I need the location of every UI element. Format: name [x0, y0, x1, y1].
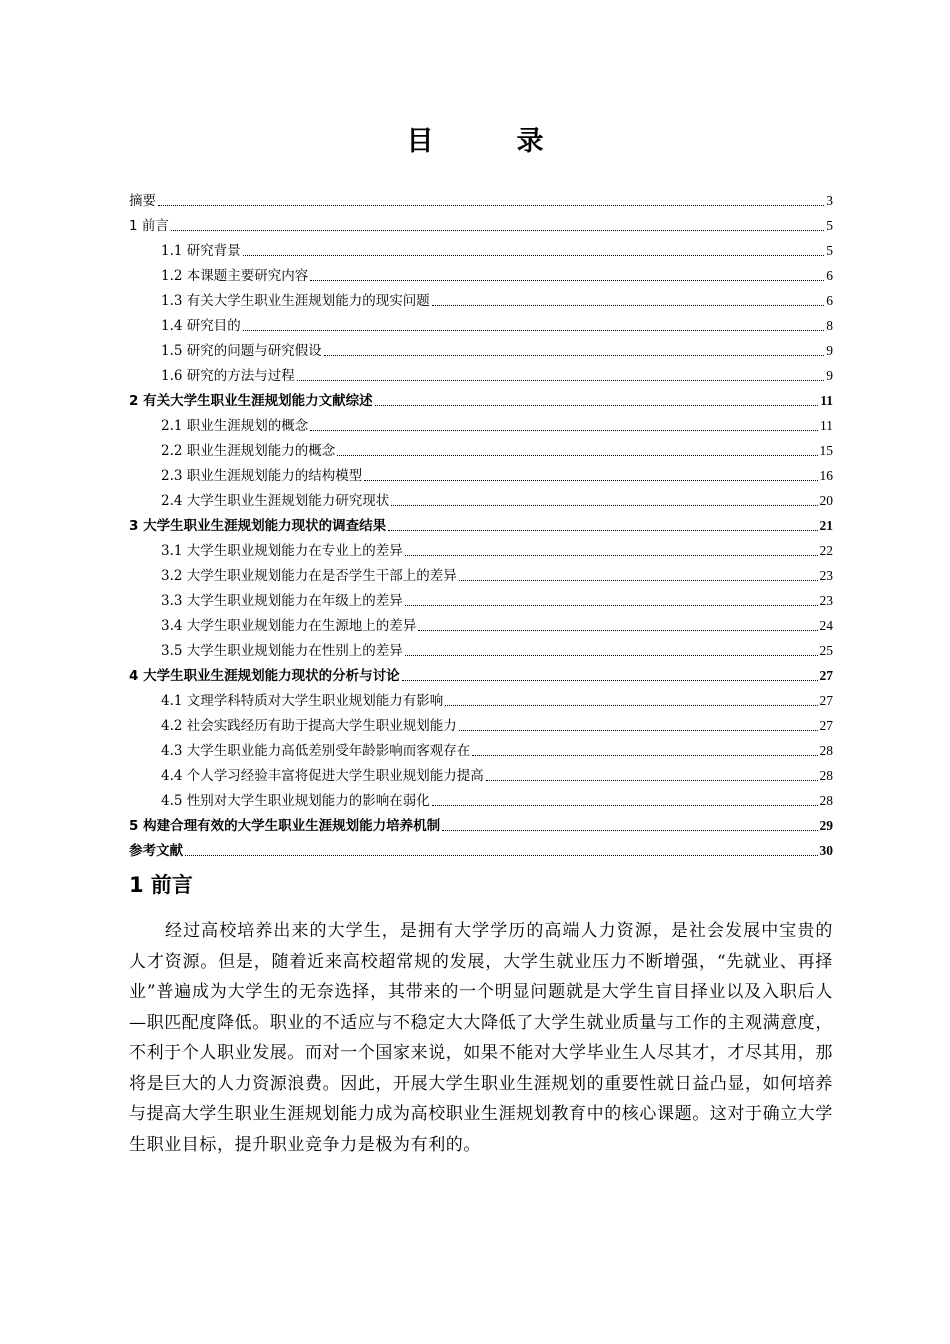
- toc-leader-dots: [418, 629, 817, 631]
- toc-entry-label: 2 有关大学生职业生涯规划能力文献综述: [129, 393, 373, 409]
- toc-leader-dots: [472, 754, 817, 756]
- toc-entry-label: 1.6 研究的方法与过程: [161, 368, 295, 384]
- toc-entry-2-2[interactable]: [129, 436, 833, 461]
- toc-title: 目 录: [406, 126, 572, 157]
- table-of-contents: [129, 186, 833, 861]
- toc-entry-label: 5 构建合理有效的大学生职业生涯规划能力培养机制: [129, 818, 441, 834]
- toc-leader-dots: [158, 204, 824, 206]
- toc-leader-dots: [405, 554, 818, 556]
- toc-entry-4-2[interactable]: [129, 711, 833, 736]
- toc-entry-page: 23: [819, 593, 833, 608]
- toc-entry-label: 3.3 大学生职业规划能力在年级上的差异: [161, 593, 403, 609]
- toc-entry-1-3[interactable]: [129, 286, 833, 311]
- toc-entry-page: 25: [819, 643, 833, 658]
- toc-entry-page: 30: [819, 843, 833, 858]
- toc-entry-4-3[interactable]: [129, 736, 833, 761]
- toc-entry-page: 28: [819, 793, 833, 808]
- toc-entry-page: 27: [819, 718, 833, 733]
- toc-entry-2-4[interactable]: [129, 486, 833, 511]
- toc-entry-3[interactable]: [129, 511, 833, 536]
- toc-entry-page: 20: [819, 493, 833, 508]
- toc-leader-dots: [432, 804, 818, 806]
- toc-entry-label: 1.4 研究目的: [161, 318, 241, 334]
- toc-entry-label: 摘要: [129, 193, 156, 209]
- toc-leader-dots: [310, 279, 824, 281]
- toc-entry-label: 1.5 研究的问题与研究假设: [161, 343, 322, 359]
- toc-entry-label: 1.3 有关大学生职业生涯规划能力的现实问题: [161, 293, 430, 309]
- toc-entry-page: 3: [826, 193, 833, 208]
- toc-leader-dots: [297, 379, 824, 381]
- toc-entry-label: 4.5 性别对大学生职业规划能力的影响在弱化: [161, 793, 430, 809]
- toc-leader-dots: [324, 354, 824, 356]
- toc-entry-4-5[interactable]: [129, 786, 833, 811]
- toc-entry-page: 16: [819, 468, 833, 483]
- toc-leader-dots: [364, 479, 817, 481]
- section-heading: 1 前言: [129, 873, 193, 897]
- toc-entry-page: 15: [819, 443, 833, 458]
- toc-entry-page: 11: [820, 418, 833, 433]
- toc-leader-dots: [171, 229, 824, 231]
- toc-leader-dots: [243, 254, 824, 256]
- toc-leader-dots: [486, 779, 818, 781]
- toc-entry-label: 参考文献: [129, 843, 183, 859]
- toc-entry-page: 28: [819, 768, 833, 783]
- toc-entry-page: 27: [819, 693, 833, 708]
- toc-entry-2[interactable]: [129, 386, 833, 411]
- toc-entry-label: 3 大学生职业生涯规划能力现状的调查结果: [129, 518, 387, 534]
- toc-leader-dots: [445, 704, 817, 706]
- toc-entry-page: 9: [826, 368, 833, 383]
- toc-leader-dots: [405, 604, 818, 606]
- toc-leader-dots: [185, 854, 818, 856]
- toc-entry-3-3[interactable]: [129, 586, 833, 611]
- toc-entry-references[interactable]: [129, 836, 833, 861]
- toc-entry-page: 27: [819, 668, 833, 683]
- toc-leader-dots: [442, 829, 817, 831]
- toc-entry-label: 4.1 文理学科特质对大学生职业规划能力有影响: [161, 693, 444, 709]
- toc-entry-page: 29: [819, 818, 833, 833]
- toc-entry-2-3[interactable]: [129, 461, 833, 486]
- toc-entry-1-1[interactable]: [129, 236, 833, 261]
- toc-entry-label: 1.1 研究背景: [161, 243, 241, 259]
- toc-entry-4-4[interactable]: [129, 761, 833, 786]
- toc-entry-page: 6: [826, 293, 833, 308]
- toc-leader-dots: [459, 729, 818, 731]
- toc-entry-page: 28: [819, 743, 833, 758]
- section-paragraph: 经过高校培养出来的大学生，是拥有大学学历的高端人力资源，是社会发展中宝贵的人才资源。但是，随着近来高校超常规的发展，大学生就业压力不断增强，“先就业、再择业”普遍成为大学生的无奈选择，其带来的一个明显问题就是大学生盲目择业以及入职后人—职匹配度降低。职业的不适应与不稳定大大降低了大学生就业质量与工作的主观满意度，不利于个人职业发展。而对一个国家来说，如果不能对大学毕业生人尽其才，才尽其用，那将是巨大的人力资源浪费。因此，开展大学生职业生涯规划的重要性就日益凸显，如何培养与提高大学生职业生涯规划能力成为高校职业生涯规划教育中的核心课题。这对于确立大学生职业目标，提升职业竞争力是极为有利的。: [129, 921, 833, 1155]
- toc-entry-1-2[interactable]: [129, 261, 833, 286]
- toc-leader-dots: [459, 579, 818, 581]
- toc-entry-3-1[interactable]: [129, 536, 833, 561]
- toc-entry-page: 5: [826, 243, 833, 258]
- toc-entry-4-1[interactable]: [129, 686, 833, 711]
- toc-entry-label: 3.2 大学生职业规划能力在是否学生干部上的差异: [161, 568, 457, 584]
- toc-entry-label: 2.3 职业生涯规划能力的结构模型: [161, 468, 363, 484]
- toc-entry-label: 1 前言: [129, 218, 169, 234]
- toc-entry-2-1[interactable]: [129, 411, 833, 436]
- toc-entry-4[interactable]: [129, 661, 833, 686]
- toc-entry-page: 23: [819, 568, 833, 583]
- toc-entry-abstract[interactable]: [129, 186, 833, 211]
- toc-entry-page: 24: [819, 618, 833, 633]
- toc-entry-1-5[interactable]: [129, 336, 833, 361]
- toc-entry-label: 4.3 大学生职业能力高低差别受年龄影响而客观存在: [161, 743, 471, 759]
- toc-entry-label: 3.5 大学生职业规划能力在性别上的差异: [161, 643, 403, 659]
- toc-entry-label: 3.1 大学生职业规划能力在专业上的差异: [161, 543, 403, 559]
- toc-leader-dots: [405, 654, 818, 656]
- toc-entry-1-4[interactable]: [129, 311, 833, 336]
- toc-entry-page: 22: [819, 543, 833, 558]
- toc-entry-label: 2.4 大学生职业生涯规划能力研究现状: [161, 493, 390, 509]
- toc-entry-label: 2.1 职业生涯规划的概念: [161, 418, 309, 434]
- toc-leader-dots: [388, 529, 817, 531]
- toc-leader-dots: [375, 404, 819, 406]
- toc-entry-label: 3.4 大学生职业规划能力在生源地上的差异: [161, 618, 417, 634]
- toc-entry-label: 4.4 个人学习经验丰富将促进大学生职业规划能力提高: [161, 768, 484, 784]
- toc-entry-page: 9: [826, 343, 833, 358]
- toc-entry-page: 21: [819, 518, 833, 533]
- toc-leader-dots: [310, 429, 818, 431]
- toc-entry-5[interactable]: [129, 811, 833, 836]
- toc-entry-1-6[interactable]: [129, 361, 833, 386]
- toc-entry-page: 11: [820, 393, 833, 408]
- toc-entry-label: 4.2 社会实践经历有助于提高大学生职业规划能力: [161, 718, 457, 734]
- toc-leader-dots: [432, 304, 824, 306]
- toc-entry-page: 6: [826, 268, 833, 283]
- toc-entry-1[interactable]: [129, 211, 833, 236]
- toc-entry-label: 2.2 职业生涯规划能力的概念: [161, 443, 336, 459]
- toc-leader-dots: [337, 454, 817, 456]
- toc-leader-dots: [391, 504, 817, 506]
- toc-entry-label: 4 大学生职业生涯规划能力现状的分析与讨论: [129, 668, 400, 684]
- toc-entry-label: 1.2 本课题主要研究内容: [161, 268, 309, 284]
- toc-entry-3-4[interactable]: [129, 611, 833, 636]
- toc-leader-dots: [402, 679, 818, 681]
- toc-entry-page: 8: [826, 318, 833, 333]
- toc-leader-dots: [243, 329, 824, 331]
- toc-entry-page: 5: [826, 218, 833, 233]
- toc-entry-3-2[interactable]: [129, 561, 833, 586]
- toc-entry-3-5[interactable]: [129, 636, 833, 661]
